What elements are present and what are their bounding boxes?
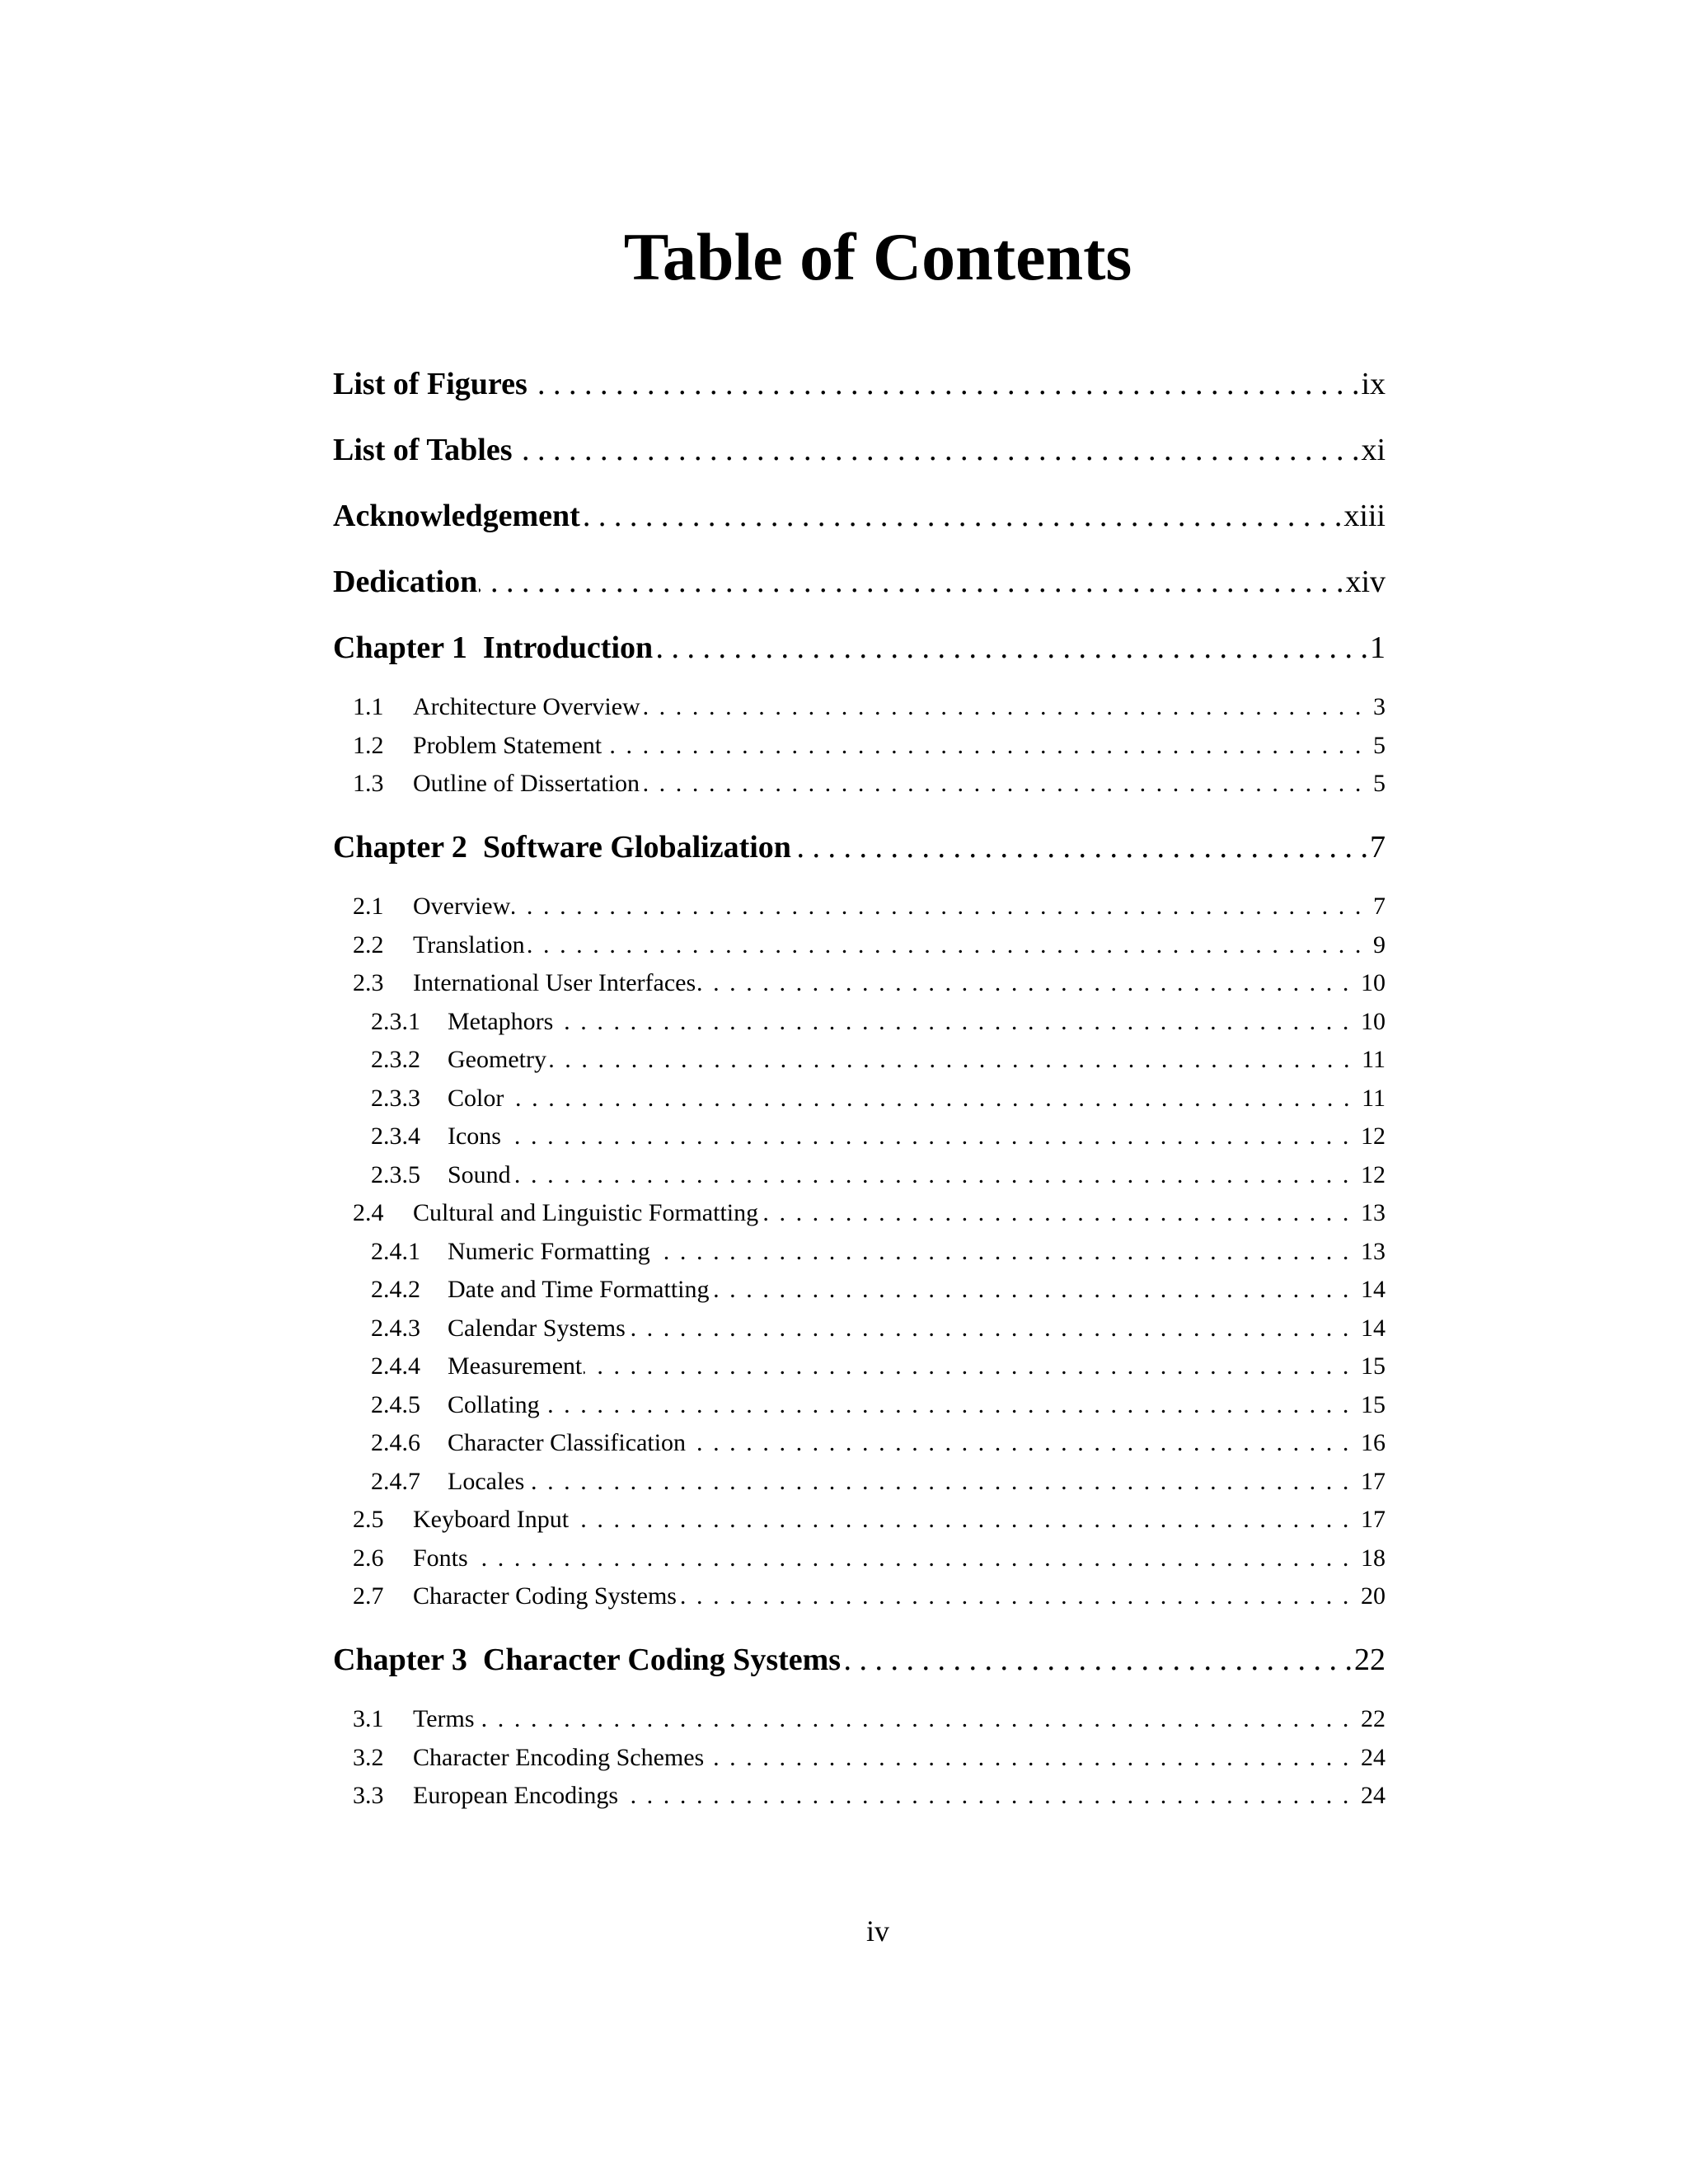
toc-entry-number: 2.1 xyxy=(353,893,384,920)
toc-major-entry[interactable] xyxy=(333,564,1386,605)
toc-entry[interactable] xyxy=(333,1085,1386,1118)
toc-entry-number: 1.3 xyxy=(353,770,384,797)
toc-entry-title: Character Encoding Schemes xyxy=(413,1743,705,1771)
toc-entry[interactable] xyxy=(333,1352,1386,1385)
toc-entry-number: 2.4.5 xyxy=(371,1390,420,1418)
toc-entry-page: 11 xyxy=(1362,1046,1386,1073)
dot-leader xyxy=(529,366,1360,402)
toc-entry-page: xiv xyxy=(1345,565,1386,599)
toc-entry-number: 2.6 xyxy=(353,1544,384,1572)
toc-entry-number: 3.2 xyxy=(353,1743,384,1771)
toc-entry-page: 14 xyxy=(1361,1314,1386,1342)
toc-entry[interactable] xyxy=(333,1199,1386,1232)
toc-entry-title: Character Classification xyxy=(448,1429,687,1456)
toc-entry-number: 3.1 xyxy=(353,1705,384,1732)
dot-leader xyxy=(512,893,1372,921)
dot-leader xyxy=(476,1705,1359,1733)
toc-entry-page: 24 xyxy=(1361,1782,1386,1809)
toc-major-entry[interactable] xyxy=(333,366,1386,407)
toc-entry-page: 12 xyxy=(1361,1160,1386,1188)
toc-entry-page: 5 xyxy=(1373,731,1386,759)
dot-leader xyxy=(514,432,1360,468)
toc-entry-number: 1.1 xyxy=(353,693,384,720)
toc-entry-number: 2.4.3 xyxy=(371,1314,420,1342)
toc-entry-page: 11 xyxy=(1362,1084,1386,1112)
dot-leader xyxy=(470,1544,1359,1572)
dot-leader xyxy=(760,1199,1359,1227)
toc-entry-number: 2.3 xyxy=(353,969,384,996)
toc-entry-title: Chapter 1 Introduction xyxy=(333,630,654,665)
toc-entry-number: 1.2 xyxy=(353,731,384,759)
dot-leader xyxy=(706,1744,1359,1772)
toc-major-entry[interactable] xyxy=(333,432,1386,473)
toc-entry-title: Calendar Systems xyxy=(448,1314,626,1342)
toc-entry-title: Collating xyxy=(448,1390,540,1418)
toc-entry-page: 17 xyxy=(1361,1467,1386,1495)
toc-entry[interactable] xyxy=(333,969,1386,1002)
toc-entry-title: Color xyxy=(448,1084,504,1112)
dot-leader xyxy=(697,969,1359,997)
toc-entry-title: List of Tables xyxy=(333,433,513,467)
toc-entry[interactable] xyxy=(333,931,1386,964)
toc-entry[interactable] xyxy=(333,893,1386,926)
toc-entry[interactable] xyxy=(333,1782,1386,1815)
toc-entry-title: Keyboard Input xyxy=(413,1506,570,1533)
toc-entry-number: 2.3.3 xyxy=(371,1084,420,1112)
toc-entry-page: 13 xyxy=(1361,1199,1386,1226)
toc-entry-number: 2.4.2 xyxy=(371,1276,420,1303)
toc-major-entry[interactable] xyxy=(333,498,1386,539)
toc-entry-number: 2.3.2 xyxy=(371,1046,420,1073)
dot-leader xyxy=(687,1429,1359,1457)
dot-leader xyxy=(542,1391,1359,1419)
toc-entry[interactable] xyxy=(333,1391,1386,1424)
toc-entry[interactable] xyxy=(333,1744,1386,1777)
dot-leader xyxy=(548,1046,1360,1074)
toc-entry-page: 17 xyxy=(1361,1506,1386,1533)
toc-entry-page: 5 xyxy=(1373,770,1386,797)
toc-entry-page: 20 xyxy=(1361,1582,1386,1610)
toc-entry-title: Cultural and Linguistic Formatting xyxy=(413,1199,759,1226)
toc-entry-title: Locales xyxy=(448,1467,525,1495)
toc-entry-title: Sound xyxy=(448,1160,511,1188)
toc-entry-title: Date and Time Formatting xyxy=(448,1276,710,1303)
dot-leader xyxy=(584,1352,1359,1380)
dot-leader xyxy=(711,1276,1360,1304)
toc-entry-title: Acknowledgement xyxy=(333,499,580,533)
page-number: iv xyxy=(865,1915,889,1947)
toc-entry[interactable] xyxy=(333,1122,1386,1155)
toc-entry-page: 14 xyxy=(1361,1276,1386,1303)
toc-entry-page: 9 xyxy=(1373,930,1386,958)
toc-entry-page: 15 xyxy=(1361,1390,1386,1418)
toc-entry-title: International User Interfaces xyxy=(413,969,696,996)
dot-leader xyxy=(526,1468,1359,1496)
dot-leader xyxy=(479,564,1343,600)
dot-leader xyxy=(527,931,1372,959)
page-title: Table of Contents xyxy=(623,219,1132,294)
dot-leader xyxy=(678,1582,1359,1610)
dot-leader xyxy=(555,1008,1359,1036)
dot-leader xyxy=(582,498,1343,534)
toc-major-entry[interactable] xyxy=(333,1642,1386,1683)
toc-entry[interactable] xyxy=(333,1276,1386,1309)
toc-entry-title: Dedication xyxy=(333,565,478,599)
dot-leader xyxy=(513,1161,1359,1189)
toc-entry-page: 10 xyxy=(1361,1007,1386,1035)
toc-entry-title: Fonts xyxy=(413,1544,468,1572)
toc-entry[interactable] xyxy=(333,1506,1386,1539)
dot-leader xyxy=(842,1642,1353,1678)
dot-leader xyxy=(641,770,1372,798)
dot-leader xyxy=(505,1085,1360,1113)
dot-leader xyxy=(652,1238,1359,1266)
dot-leader xyxy=(603,732,1372,760)
toc-entry-title: Translation xyxy=(413,930,525,958)
toc-entry[interactable] xyxy=(333,1161,1386,1194)
toc-entry-number: 2.5 xyxy=(353,1506,384,1533)
toc-entry-page: 24 xyxy=(1361,1743,1386,1771)
toc-entry-title: Chapter 3 Character Coding Systems xyxy=(333,1643,842,1677)
toc-entry-number: 2.4.1 xyxy=(371,1237,420,1265)
toc-entry-title: Outline of Dissertation xyxy=(413,770,640,797)
toc-entry-number: 2.3.4 xyxy=(371,1122,420,1150)
toc-entry[interactable] xyxy=(333,1429,1386,1462)
toc-entry-title: Metaphors xyxy=(448,1007,554,1035)
toc-entry-title: Overview xyxy=(413,893,511,920)
toc-entry-page: 12 xyxy=(1361,1122,1386,1150)
dot-leader xyxy=(793,829,1368,865)
toc-entry-number: 2.3.5 xyxy=(371,1160,420,1188)
dot-leader xyxy=(620,1782,1359,1810)
toc-entry-title: Icons xyxy=(448,1122,501,1150)
toc-entry-title: Character Coding Systems xyxy=(413,1582,677,1610)
toc-entry[interactable] xyxy=(333,1046,1386,1079)
toc-entry-page: 3 xyxy=(1373,693,1386,720)
toc-entry-page: 22 xyxy=(1361,1705,1386,1732)
toc-entry-page: xi xyxy=(1361,433,1386,467)
toc-entry-number: 2.2 xyxy=(353,930,384,958)
toc-major-entry[interactable] xyxy=(333,630,1386,671)
toc-entry-page: 7 xyxy=(1373,893,1386,920)
toc-entry[interactable] xyxy=(333,732,1386,765)
toc-entry-title: List of Figures xyxy=(333,367,528,401)
toc-entry-number: 2.7 xyxy=(353,1582,384,1610)
dot-leader xyxy=(503,1122,1359,1151)
toc-entry[interactable] xyxy=(333,1705,1386,1738)
toc-entry-title: Geometry xyxy=(448,1046,546,1073)
toc-major-entry[interactable] xyxy=(333,829,1386,870)
toc-entry-page: 15 xyxy=(1361,1352,1386,1380)
toc-entry[interactable] xyxy=(333,1238,1386,1271)
toc-entry-number: 2.4.4 xyxy=(371,1352,420,1380)
toc-entry[interactable] xyxy=(333,1008,1386,1041)
toc-entry-number: 2.4.6 xyxy=(371,1429,420,1456)
toc-entry-page: 10 xyxy=(1361,969,1386,996)
toc-entry-number: 3.3 xyxy=(353,1782,384,1809)
toc-entry[interactable] xyxy=(333,770,1386,803)
dot-leader xyxy=(642,693,1372,721)
toc-entry[interactable] xyxy=(333,1544,1386,1577)
toc-entry-page: 18 xyxy=(1361,1544,1386,1572)
toc-entry-page: xiii xyxy=(1343,499,1386,533)
toc-entry-page: 1 xyxy=(1370,630,1386,665)
toc-entry-title: Measurement xyxy=(448,1352,583,1380)
toc-entry-page: ix xyxy=(1361,367,1386,401)
toc-entry[interactable] xyxy=(333,1315,1386,1347)
toc-entry-title: Numeric Formatting xyxy=(448,1237,650,1265)
toc-entry-number: 2.4 xyxy=(353,1199,384,1226)
dot-leader xyxy=(570,1506,1359,1534)
toc-entry-title: European Encodings xyxy=(413,1782,619,1809)
dot-leader xyxy=(627,1315,1359,1343)
dot-leader xyxy=(654,630,1368,666)
toc-entry-page: 7 xyxy=(1370,830,1386,865)
toc-entry[interactable] xyxy=(333,693,1386,726)
toc-entry-number: 2.3.1 xyxy=(371,1007,420,1035)
toc-entry[interactable] xyxy=(333,1468,1386,1501)
toc-entry-page: 13 xyxy=(1361,1237,1386,1265)
toc-entry-title: Chapter 2 Software Globalization xyxy=(333,830,791,865)
toc-entry-page: 22 xyxy=(1354,1643,1386,1677)
toc-entry-title: Problem Statement xyxy=(413,731,603,759)
toc-entry-number: 2.4.7 xyxy=(371,1467,420,1495)
toc-entry-page: 16 xyxy=(1361,1429,1386,1456)
toc-entry-title: Terms xyxy=(413,1705,475,1732)
toc-entry-title: Architecture Overview xyxy=(413,693,640,720)
toc-entry[interactable] xyxy=(333,1582,1386,1615)
